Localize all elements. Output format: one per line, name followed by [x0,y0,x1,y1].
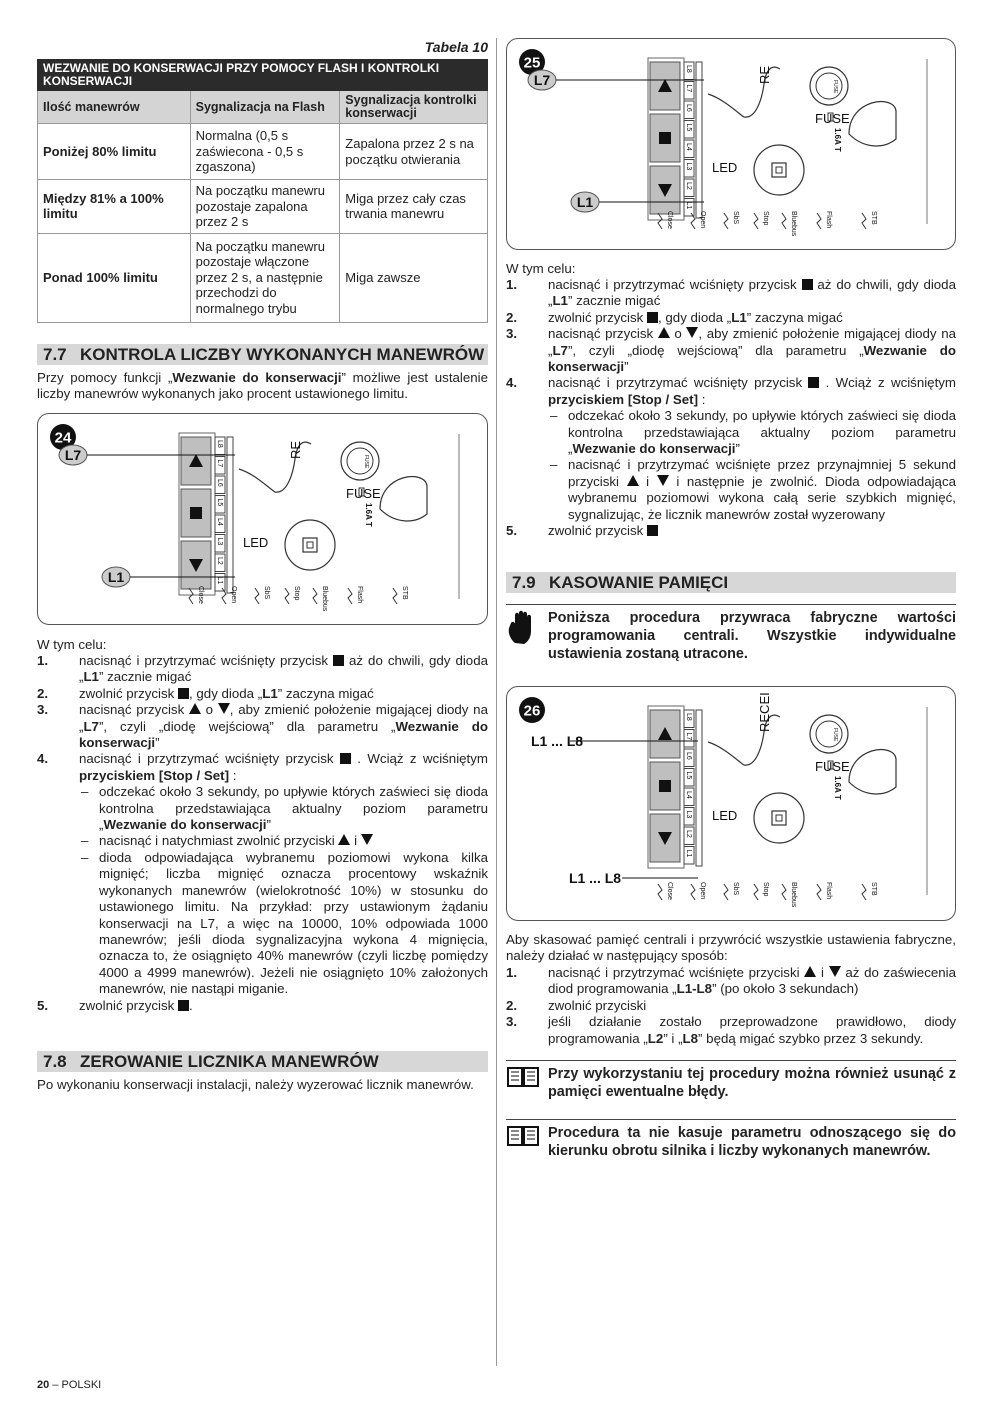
text: , gdy dioda „ [658,309,732,325]
led-label: L1 [685,849,692,858]
section-number: 7.9 [512,573,536,592]
figure-number: 25 [523,54,541,72]
table-cell: Poniżej 80% limitu [38,124,191,180]
fuse-rating: 1.6A T [833,776,842,800]
terminal-label: Flash [356,586,363,604]
led-label: L5 [685,771,692,780]
terminal-icon [754,884,758,900]
text-bold: L2 [647,1030,664,1046]
step-number: 3. [37,702,49,718]
text: nacisnąć i przytrzymać wciśnięty przycisk [79,751,334,767]
antenna-housing [380,477,427,521]
section-title: KONTROLA LICZBY WYKONANYCH MANEWRÓW [80,345,485,364]
led-label: L2 [685,830,692,838]
text-bold: L1-L8 [676,981,713,997]
terminal-label: Stop [762,882,769,897]
text: ” [624,359,629,375]
table-header: Sygnalizacja na Flash [190,91,340,124]
table-cell: Na początku manewru pozostaje włączone przez 2 s, a następnie przechodzi do normalnego trybu [190,233,340,322]
terminal-icon [313,588,317,604]
terminal-label: Open [230,586,237,604]
text: zwolnić przycisk [548,523,644,539]
text: nacisnąć i przytrzymać wciśnięty przycisk [548,375,803,391]
led-rail [696,62,702,218]
terminal-label: Open [699,211,706,229]
terminal-icon [348,588,352,604]
led-rail [696,710,702,866]
terminal-icon [782,884,786,900]
text-bold: L1 [731,309,747,325]
text: ”, czyli „diodę wejściową” dla parametru „ [98,718,396,734]
text: ” możliwe jest ustalenie liczby manewrów wykonanych jako procent ustawionego limitu. [37,370,488,402]
section-number: 7.8 [43,1052,67,1071]
step-number: 2. [506,309,518,325]
text-bold: Wezwanie do konserwacji [572,441,736,457]
list-item: – dioda odpowiadająca wybranemu poziomowi wykona kilka mignięć; liczba mignięć oznacza procentowy wskaźnik wykonanych manewrów (wielokrotność 10%) w stosunku do ustawionego limitu. Na przykład: przy ustawionym żądaniu konserwacji na L7, a więc na 10000, 10% odpowiada 1000 manewrów; jeśli dioda sygnalizacyjna wykona 4 mignięcia, oznacza to, że osiągnięto 40% manewrów (czyli liczbę pomiędzy 4000 a 4999 manewrów). Jeżeli nie osiągnięto 10% założonych manewrów, nie nastąpi miganie. [79,850,488,998]
steps-intro: W tym celu: [506,261,576,276]
terminal-label: Open [699,882,706,900]
text: – [49,1379,62,1391]
table-row [38,180,488,234]
text: ” (po około 3 sekundach) [712,981,859,997]
terminal-icon [817,213,821,229]
list-item [506,998,956,1014]
table-title: WEZWANIE DO KONSERWACJI PRZY POMOCY FLASH I KONTROLKI KONSERWACJI [38,60,488,91]
connector-inner [776,167,782,173]
section-intro [37,370,488,403]
led-label: L2 [216,557,223,565]
led-label: L2 [685,182,692,190]
text: : [701,391,706,407]
terminal-icon [724,213,728,229]
text: nacisnąć i przytrzymać wciśnięte przyciski [548,965,800,980]
terminal-icon [658,213,662,229]
terminal-label: STB [870,211,877,225]
text: ” i „ [663,1030,683,1046]
footer-language: POLSKI [61,1379,102,1391]
terminal-icon [285,588,289,604]
figure-25 [506,38,956,250]
terminal-icon [817,884,821,900]
terminal-label: Flash [825,882,832,900]
step-number: 1. [506,277,518,292]
fuse-label: FUSE [815,111,850,126]
down-arrow-icon [829,966,841,977]
list-item [548,457,956,523]
callout-label: L1 ... L8 [530,733,584,749]
table-cell: Na początku manewru pozostaje zapalona przez 2 s [190,180,340,234]
section-heading-7-7 [37,344,488,365]
terminal-label: Flash [825,211,832,229]
text: i następnie je zwolnić. Dioda odpowiadająca wybranemu poziomowi wykona całą serie szybkich mignięć, sygnalizując, że licznik manewrów został wyzerowany [568,473,956,522]
warning-note [506,604,956,674]
led-label: L8 [685,713,692,721]
led-text-label: LED [712,808,738,823]
down-arrow-icon [218,703,230,714]
text-bold: L7 [552,342,568,358]
receiver-label: RECEI [757,692,772,732]
text: . Wciąż z wciśniętym [357,751,488,767]
text: odczekać około 3 sekundy, po upływie których zaświeci się dioda kontrolna przedstawiająca aktualny poziom parametru „ [99,784,488,833]
text: i [354,833,358,849]
antenna-housing [849,102,896,146]
text: zwolnić przycisk [548,309,644,325]
text-bold: przyciskiem [Stop / Set] [79,767,229,783]
text-bold: przyciskiem [Stop / Set] [548,391,698,407]
led-label: L4 [685,143,692,151]
steps-list-7-7 [37,653,488,1014]
fuse-rating: 1.6A T [833,128,842,152]
terminal-label: SbS [732,882,739,896]
hand-warning-icon [506,609,540,649]
text-bold: L1 [262,685,278,701]
page-footer [37,1377,101,1393]
board-diagram [507,39,955,249]
terminal-icon [862,213,866,229]
fuse-mark: FUSE [832,80,838,94]
figure-number: 24 [54,429,72,447]
text: ”, czyli „diodę wejściową” dla parametru „ [567,342,864,358]
terminal-icon [255,588,259,604]
section-title: KASOWANIE PAMIĘCI [549,573,729,592]
led-label: L6 [685,752,692,760]
section-number: 7.7 [43,345,67,364]
step-number: 5. [37,997,49,1013]
fuse-mark: FUSE [363,455,369,469]
text-bold: Wezwanie do konserwacji [172,370,342,385]
note-text: Przy wykorzystaniu tej procedury można również usunąć z pamięci ewentualne błędy. [548,1066,956,1100]
step-number: 4. [506,375,518,391]
callout-label: L7 [533,72,551,88]
text: . [189,997,193,1013]
text-bold: L1 [83,669,99,685]
text: jeśli działanie zostało przeprowadzone prawidłowo, diody programowania „ [548,1014,956,1046]
terminal-label: Bluebus [790,882,797,908]
table-header: Ilość manewrów [38,91,191,124]
led-label: L7 [685,84,692,93]
list-item [37,702,488,751]
figure-26 [506,686,956,921]
steps-list-7-8 [506,277,956,540]
fuse-mark: FUSE [832,728,838,742]
led-text-label: LED [243,535,269,550]
terminal-label: Bluebus [321,586,328,612]
book-icon [506,1065,540,1093]
list-item [37,653,488,686]
led-label: L7 [216,459,223,468]
callout-label: L7 [64,447,82,463]
figure-number: 26 [523,702,541,720]
terminal-label: Close [197,586,204,604]
section-text: Po wykonaniu konserwacji instalacji, należy wyzerować licznik manewrów. [37,1077,474,1092]
list-item [506,523,956,539]
terminal-label: Bluebus [790,211,797,237]
led-label: L6 [685,104,692,112]
text: ” zacznie migać [98,669,192,685]
table-header: Sygnalizacja kontrolki konserwacji [340,91,488,124]
stop-set-button-icon [647,312,658,323]
step-number: 1. [506,965,518,980]
led-label: L5 [216,498,223,507]
stop-set-button-icon [178,1000,189,1011]
list-item [548,408,956,457]
text: ” będą migać szybko przez 3 sekundy. [698,1030,924,1046]
led-label: L4 [216,518,223,526]
step-number: 3. [506,1014,518,1030]
text: aż do chwili, gdy dioda „ [548,277,956,309]
list-item [37,998,488,1014]
led-label: L3 [216,537,223,546]
terminal-icon [691,884,695,900]
table-cell: Ponad 100% limitu [38,233,191,322]
sub-steps [548,408,956,523]
text: i [646,473,650,489]
stop-set-icon [659,780,671,792]
down-arrow-icon [657,475,669,486]
step-number: 4. [37,751,49,767]
text: aż do zaświecenia diod programowania „ [548,965,956,997]
table-cell: Zapalona przez 2 s na początku otwierania [340,124,488,180]
text: nacisnąć i przytrzymać wciśnięty przycisk [548,277,797,292]
terminal-label: STB [870,882,877,896]
step-number: 2. [37,685,49,701]
step-number: 5. [506,523,518,539]
text-bold: L8 [682,1030,699,1046]
note-text: Procedura ta nie kasuje parametru odnoszącego się do kierunku obrotu silnika i liczby wykonanych manewrów. [548,1125,956,1159]
list-item [506,965,956,998]
terminal-icon [658,884,662,900]
stop-set-icon [659,132,671,144]
text: : [232,767,237,783]
table-cell: Normalna (0,5 s zaświecona - 0,5 s zgaszona) [190,124,340,180]
list-item [506,1014,956,1047]
stop-set-button-icon [340,753,351,764]
led-label: L6 [216,479,223,487]
text: zwolnić przycisk [79,685,175,701]
text: nacisnąć przycisk [548,326,654,342]
terminal-icon [862,884,866,900]
receiver-label: RE [288,440,303,459]
sub-steps [79,784,488,997]
text: ” zacznie migać [567,293,661,309]
terminal-label: STB [401,586,408,600]
down-arrow-icon [686,327,698,338]
section-heading-7-8 [37,1051,488,1072]
text: o [205,702,214,718]
list-item [79,784,488,833]
text-bold: Wezwanie do konserwacji [103,817,267,833]
led-label: L3 [685,162,692,171]
led-label: L8 [685,65,692,73]
text: ” [266,817,271,833]
stop-set-button-icon [333,655,344,666]
text: ” [155,735,160,751]
steps-intro: W tym celu: [37,637,107,652]
up-arrow-icon [189,703,201,714]
text-bold: Wezwanie do konserwacji [79,718,488,751]
terminal-icon [754,213,758,229]
led-label: L7 [685,732,692,741]
led-label: L4 [685,791,692,799]
column-divider [496,38,497,1366]
up-arrow-icon [338,834,350,845]
connector-inner [307,542,313,548]
board-diagram [38,414,487,624]
text: . Wciąż z wciśniętym [825,375,956,391]
list-item [506,310,956,326]
stop-set-button-icon [808,377,819,388]
step-number: 1. [37,653,49,668]
text: i [820,965,824,980]
terminal-label: Close [666,882,673,900]
antenna-housing [849,750,896,794]
maintenance-table [37,59,488,323]
callout-label: L1 [107,569,125,585]
fuse-rating: 1.6A T [364,503,373,527]
stop-set-button-icon [178,688,189,699]
terminal-label: Stop [762,211,769,226]
section-heading-7-9 [506,572,956,593]
fuse-label: FUSE [815,759,850,774]
terminal-icon [724,884,728,900]
text: nacisnąć przycisk [79,702,185,718]
text: ” zaczyna migać [746,309,843,325]
led-label: L3 [685,810,692,819]
stop-set-button-icon [802,279,813,290]
table-cell: Między 81% a 100% limitu [38,180,191,234]
info-note [506,1119,956,1169]
text: ” zaczyna migać [277,685,374,701]
terminal-label: Close [666,211,673,229]
list-item [506,326,956,375]
terminal-icon [189,588,193,604]
up-arrow-icon [658,327,670,338]
text: aż do chwili, gdy dioda „ [79,653,488,685]
step-number: 2. [506,997,518,1013]
up-arrow-icon [627,475,639,486]
text: , aby zmienić położenie migającej diody na „ [79,702,488,734]
text: Przy pomocy funkcji „ [37,370,173,385]
text: nacisnąć i przytrzymać wciśnięte przez przynajmniej 5 sekund przyciski [568,457,956,489]
led-label: L1 [216,576,223,585]
info-note [506,1060,956,1110]
text: zwolnić przycisk [79,997,175,1013]
text: zwolnić przyciski [548,997,647,1013]
list-item [79,833,488,849]
led-rail [227,437,233,593]
text-bold: L7 [83,718,99,734]
text: , gdy dioda „ [189,685,263,701]
text: , aby zmienić położenie migającej diody na „ [548,326,956,358]
table-caption: Tabela 10 [424,39,488,55]
text: odczekać około 3 sekundy, po upływie których zaświeci się dioda kontrolna przedstawiająca aktualny poziom parametru „ [568,408,956,457]
terminal-label: Stop [293,586,300,601]
terminal-label: SbS [263,586,270,600]
list-item [37,751,488,997]
up-arrow-icon [804,966,816,977]
board-diagram [507,687,955,920]
steps-intro: Aby skasować pamięć centrali i przywrócić wszystkie ustawienia fabryczne, należy działać w następujący sposób: [506,932,956,964]
table-row [38,124,488,180]
text-bold: L1 [552,293,568,309]
stop-set-icon [190,507,202,519]
steps-list-7-9 [506,965,956,1047]
text-bold: Wezwanie do konserwacji [548,342,956,375]
terminal-icon [393,588,397,604]
list-item [506,277,956,310]
table-cell: Miga zawsze [340,233,488,322]
text: nacisnąć i przytrzymać wciśnięty przycisk [79,653,329,668]
warning-text: Poniższa procedura przywraca fabryczne wartości programowania centrali. Wszystkie indywidualne ustawienia zostaną utracone. [548,610,956,662]
receiver-label: RE [757,65,772,84]
section-title: ZEROWANIE LICZNIKA MANEWRÓW [80,1052,379,1071]
stop-set-button-icon [647,525,658,536]
list-item [506,375,956,523]
text: nacisnąć i natychmiast zwolnić przyciski [99,833,335,849]
table-row [38,233,488,322]
callout-label: L1 ... L8 [568,870,622,886]
terminal-icon [782,213,786,229]
figure-24 [37,413,488,625]
callout-label: L1 [576,194,594,210]
led-text-label: LED [712,160,738,175]
list-item [37,686,488,702]
led-label: L1 [685,201,692,210]
page-number: 20 [37,1379,50,1391]
book-icon [506,1124,540,1152]
fuse-label: FUSE [346,486,381,501]
text: o [674,326,682,342]
led-label: L5 [685,123,692,132]
led-label: L8 [216,440,223,448]
terminal-label: SbS [732,211,739,225]
text: ” [735,441,740,457]
down-arrow-icon [361,834,373,845]
table-cell: Miga przez cały czas trwania manewru [340,180,488,234]
connector-inner [776,815,782,821]
step-number: 3. [506,326,518,342]
